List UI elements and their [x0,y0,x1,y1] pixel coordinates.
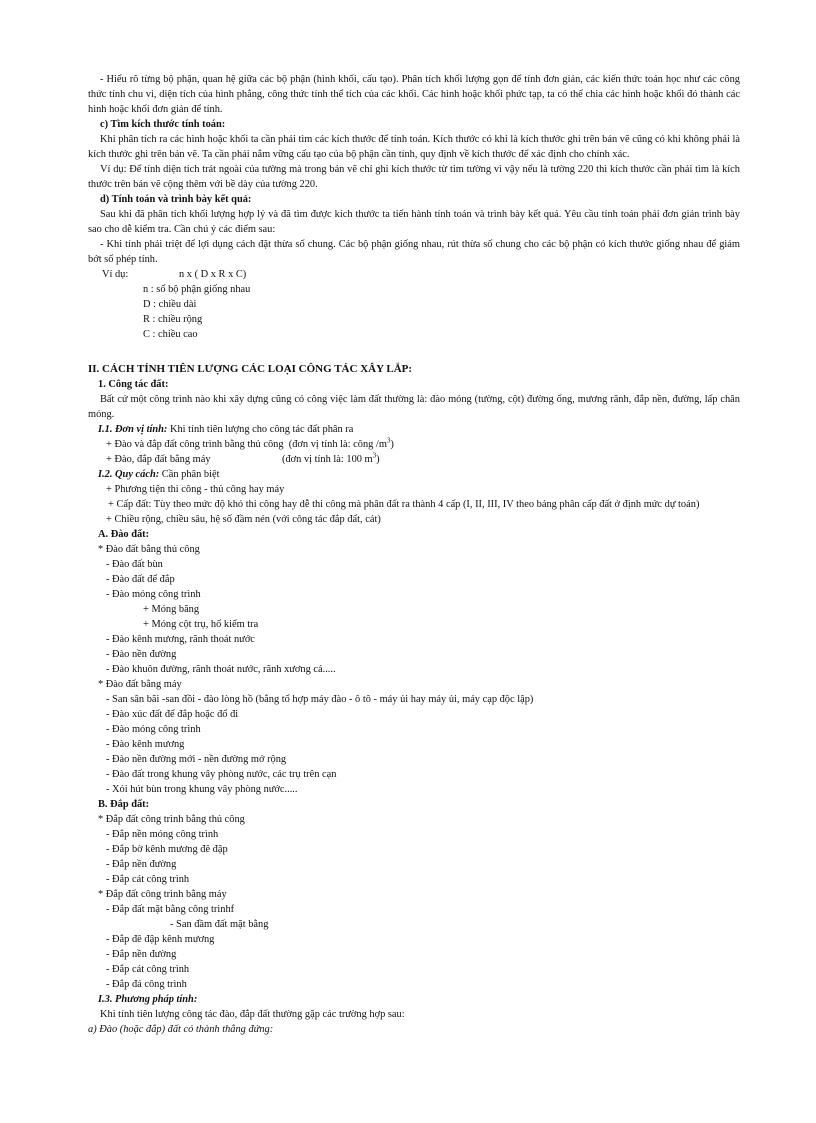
list-item: - Đào nền đường mới - nền đường mở rộng [106,754,287,765]
list-item: - Đào kênh mương, rãnh thoát nước [106,634,255,645]
section-c-paragraph-2: Ví dụ: Để tính diện tích trát ngoài của tường mà trong bản vẽ chỉ ghi kích thước từ tim tường vì vậy nếu là tường 220 thì kích thước cần phải tìm là kích thước trên bản vẽ cộng thêm với bề dày của tường 220. [88,164,740,190]
intro-paragraph: - Hiểu rõ từng bộ phận, quan hệ giữa các bộ phận (hình khối, cấu tạo). Phân tích khối lượng gọn để tính đơn giản, các kiến thức toán học như các công thức tính chu vi, diện tích của hình phẳng, công thức tính thể tích của các khối. Các hình hoặc khối phức tạp, ta có thể chia các hình hoặc khối đó thành các hình hoặc khối đơn giản để tính. [88,74,740,115]
list-item: - Đào xúc đất để đắp hoặc đổ đi [106,709,239,720]
i13-heading: I.3. Phương pháp tính: [98,994,198,1005]
list-item: - Đắp đê đập kênh mương [106,934,215,945]
i11-label: I.1. Đơn vị tính: [98,424,168,435]
unit1-unit: (đơn vị tính là: công /m [288,439,387,450]
i12-label: I.2. Quy cách: [98,469,160,480]
variable-item: R : chiều rộng [143,314,203,325]
list-item: - Đào khuôn đường, rãnh thoát nước, rãnh xương cá..... [106,664,336,675]
variable-item: n : số bộ phận giống nhau [143,284,251,295]
list-item: - San sân bãi -san đồi - đào lòng hồ (bằng tổ hợp máy đào - ô tô - máy ủi hay máy ủi, máy cạp độc lập) [106,694,534,705]
section-d-paragraph-1: Sau khi đã phân tích khối lượng hợp lý và đã tìm được kích thước ta tiến hành tính toán và trình bày kết quả. Yêu cầu tính toán phải đơn giản trình bày sao cho dễ kiểm tra. Cần chú ý các điểm sau: [88,209,740,235]
example-formula: n x ( D x R x C) [179,269,247,280]
spec-item-3: + Chiều rộng, chiều sâu, hệ số đầm nén (với công tác đắp đất, cát) [106,514,381,525]
i11-line [88,422,740,437]
list-item: - Xói hút bùn trong khung vây phòng nước..... [106,784,298,795]
section-A-heading: A. Đào đất: [98,529,150,540]
section-c-heading: c) Tìm kích thước tính toán: [100,119,226,130]
document-page [88,72,740,1037]
list-item: - Đào móng công trình [106,724,201,735]
list-item: - Đắp cát công trình [106,964,190,975]
variable-item: C : chiều cao [143,329,198,340]
section-d-heading: d) Tính toán và trình bày kết quả: [100,194,252,205]
i12-text: Cần phân biệt [159,469,220,480]
list-subitem: - San đầm đất mặt bằng [170,919,269,930]
list-item: - Đào đất bùn [106,559,163,570]
section-B-heading: B. Đắp đất: [98,799,150,810]
list-item: - Đắp nền móng công trình [106,829,219,840]
section-d-paragraph-2: - Khi tính phải triệt để lợi dụng cách đặt thừa số chung. Các bộ phận giống nhau, rút thừa số chung cho các bộ phận có kích thước giống nhau để giảm bớt số phép tính. [88,239,740,265]
list-subitem: + Móng cột trụ, hố kiểm tra [143,619,259,630]
unit2-sup: 3 [372,451,377,460]
case-a-heading: a) Đào (hoặc đắp) đất có thành thẳng đứng: [88,1024,274,1035]
i12-line [88,467,740,482]
spec-item-1: + Phương tiện thi công - thủ công hay máy [106,484,285,495]
list-item: - Đắp đá công trình [106,979,187,990]
spec-item-2: + Cấp đất: Tùy theo mức độ khó thi công hay dễ thi công mà phân đất ra thành 4 cấp (I, II, III, IV theo bảng phân cấp đất ở định mức dự toán) [108,499,700,510]
unit2-unit: (đơn vị tính là: 100 m [282,454,373,465]
subsection-1-paragraph: Bất cứ một công trình nào khi xây dựng cũng có công việc làm đất thường là: đào móng (tường, cột) đường ống, mương rãnh, đắp nền, đường, lấp chân móng. [88,394,740,420]
section-II-heading: II. CÁCH TÍNH TIÊN LƯỢNG CÁC LOẠI CÔNG TÁC XÂY LẮP: [88,363,413,375]
list-item: - Đắp nền đường [106,859,177,870]
list-subitem: + Móng băng [143,604,200,615]
example-row [88,267,740,282]
list-item: - Đắp cát công trình [106,874,190,885]
unit-line-1 [88,437,740,452]
i13-paragraph: Khi tính tiên lượng công tác đào, đắp đất thường gặp các trường hợp sau: [100,1009,405,1020]
list-item: - Đắp bờ kênh mương đê đập [106,844,228,855]
list-item: - Đào đất để đắp [106,574,175,585]
unit1-text: + Đào và đắp đất công trình bằng thủ công [106,439,284,450]
unit1-sup: 3 [386,436,391,445]
variable-item: D : chiều dài [143,299,197,310]
variable-list [88,282,740,342]
list-item: - Đào nền đường [106,649,177,660]
unit2-text: + Đào, đắp đất bằng máy [106,454,211,465]
A-machine-heading: * Đào đất bằng máy [98,679,182,690]
unit2-block [282,452,380,467]
section-c-paragraph-1: Khi phân tích ra các hình hoặc khối ta cần phải tìm các kích thước để tính toán. Kích thước có khi là kích thước ghi trên bản vẽ cũng có khi không phải là kích thước ghi trên bản vẽ. Ta cần phải nắm vững cấu tạo của bộ phận cần tính, quy định về kích thước để xác định cho chính xác. [88,134,740,160]
B-manual-heading: * Đắp đất công trình bằng thủ công [98,814,245,825]
example-label: Ví dụ: [102,269,129,280]
unit2-end: ) [376,454,380,465]
unit1-end: ) [390,439,394,450]
list-item: - Đắp nền đường [106,949,177,960]
unit-line-2 [88,452,740,467]
i11-text: Khi tính tiên lượng cho công tác đất phân ra [167,424,354,435]
subsection-1-heading: 1. Công tác đất: [98,379,169,390]
list-item: - Đào kênh mương [106,739,185,750]
list-item: - Đắp đất mặt bằng công trinhf [106,904,235,915]
list-item: - Đào móng công trình [106,589,201,600]
list-item: - Đào đất trong khung vây phòng nước, các trụ trên cạn [106,769,337,780]
B-machine-heading: * Đắp đất công trình bằng máy [98,889,227,900]
A-manual-heading: * Đào đất bằng thủ công [98,544,200,555]
